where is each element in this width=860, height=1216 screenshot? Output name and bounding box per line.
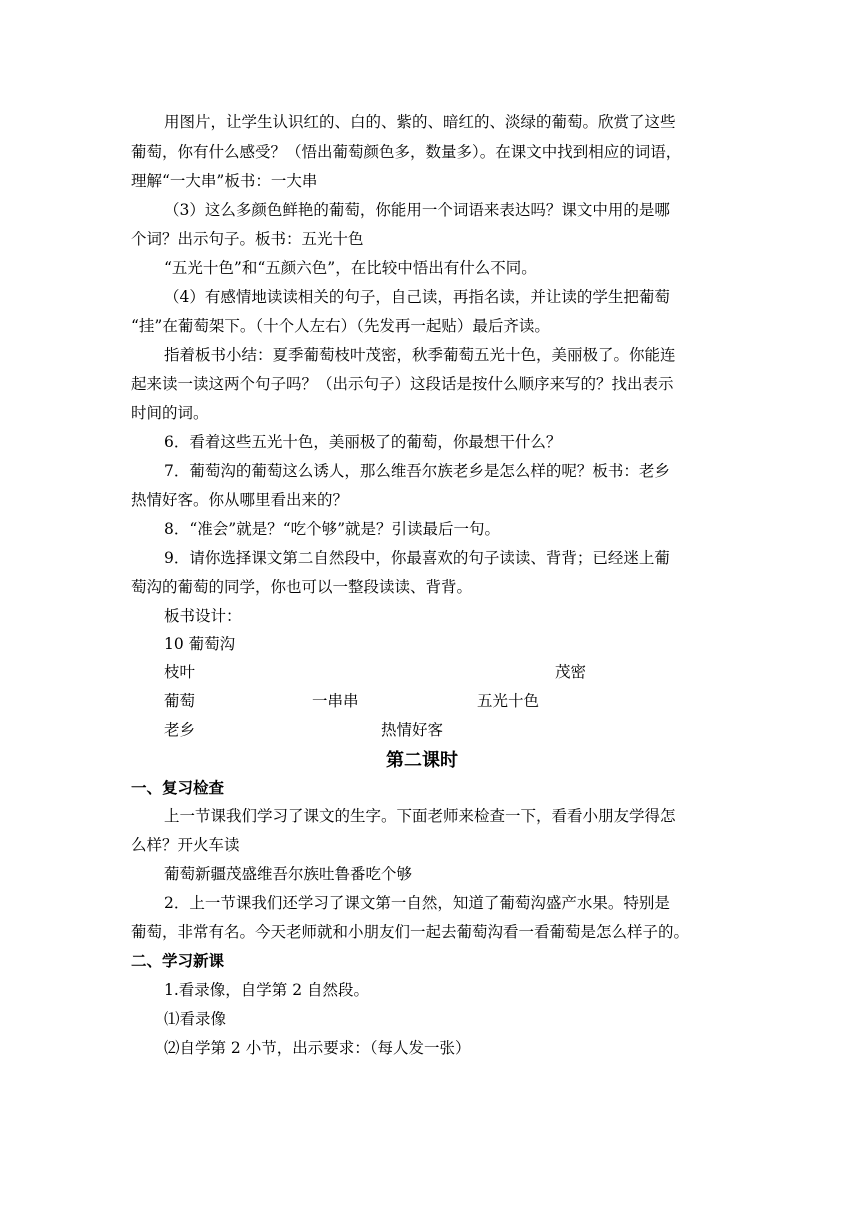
section-title: 第二课时: [386, 750, 458, 771]
paragraph-line: 上一节课我们学习了课文的生字。下面老师来检查一下，看看小朋友学得怎: [164, 807, 676, 825]
board-cell: 热情好客: [381, 721, 444, 739]
paragraph-line: 葡萄，非常有名。今天老师就和小朋友们一起去葡萄沟看一看葡萄是怎么样子的。: [131, 923, 690, 941]
paragraph-line: 个词？出示句子。板书：五光十色: [131, 230, 364, 248]
paragraph-line: 1.看录像，自学第 2 自然段。: [164, 981, 370, 999]
paragraph-line: 葡萄，你有什么感受？（悟出葡萄颜色多，数量多）。在课文中找到相应的词语，: [131, 143, 682, 161]
board-cell: 茂密: [555, 663, 587, 681]
paragraph-line: 6．看着这些五光十色，美丽极了的葡萄，你最想干什么？: [164, 433, 562, 451]
paragraph-line: “挂”在葡萄架下。（十个人左右）（先发再一起贴）最后齐读。: [131, 317, 550, 335]
paragraph-line: 起来读一读这两个句子吗？（出示句子）这段话是按什么顺序来写的？找出表示: [131, 375, 674, 393]
paragraph-line: 用图片，让学生认识红的、白的、紫的、暗红的、淡绿的葡萄。欣赏了这些: [164, 113, 676, 131]
paragraph-line: 2．上一节课我们还学习了课文第一自然，知道了葡萄沟盛产水果。特别是: [164, 894, 670, 912]
paragraph-line: 热情好客。你从哪里看出来的？: [131, 491, 349, 509]
paragraph-line: （4）有感情地读读相关的句子，自己读，再指名读，并让读的学生把葡萄: [164, 288, 670, 306]
paragraph-line: 萄沟的葡萄的同学，你也可以一整段读读、背背。: [131, 578, 473, 596]
paragraph-line: 7．葡萄沟的葡萄这么诱人，那么维吾尔族老乡是怎么样的呢？板书：老乡: [164, 462, 670, 480]
paragraph-line: （3）这么多颜色鲜艳的葡萄，你能用一个词语来表达吗？课文中用的是哪: [164, 201, 670, 219]
paragraph-line: ⑵自学第 2 小节，出示要求：（每人发一张）: [164, 1039, 471, 1057]
section-heading: 一、复习检查: [131, 778, 225, 797]
paragraph-line: 8．“准会”就是？“吃个够”就是？引读最后一句。: [164, 520, 501, 538]
board-cell: 老乡: [164, 721, 196, 739]
paragraph-line: 板书设计：: [164, 607, 242, 625]
board-cell: 一串串: [312, 692, 359, 710]
paragraph-line: “五光十色”和“五颜六色”，在比较中悟出有什么不同。: [164, 259, 537, 277]
paragraph-line: 理解“一大串”板书：一大串: [131, 172, 318, 190]
paragraph-line: 葡萄新疆茂盛维吾尔族吐鲁番吃个够: [164, 865, 413, 883]
board-design-title: 10 葡萄沟: [164, 635, 236, 653]
paragraph-line: 时间的词。: [131, 404, 209, 422]
board-cell: 枝叶: [164, 663, 196, 681]
section-heading: 二、学习新课: [131, 951, 225, 970]
paragraph-line: 么样？开火车读: [131, 836, 240, 854]
paragraph-line: 9．请你选择课文第二自然段中，你最喜欢的句子读读、背背；已经迷上葡: [164, 549, 670, 567]
paragraph-line: ⑴看录像: [164, 1010, 227, 1028]
board-cell: 葡萄: [164, 692, 196, 710]
paragraph-line: 指着板书小结：夏季葡萄枝叶茂密，秋季葡萄五光十色，美丽极了。你能连: [164, 346, 676, 364]
board-cell: 五光十色: [477, 692, 540, 710]
